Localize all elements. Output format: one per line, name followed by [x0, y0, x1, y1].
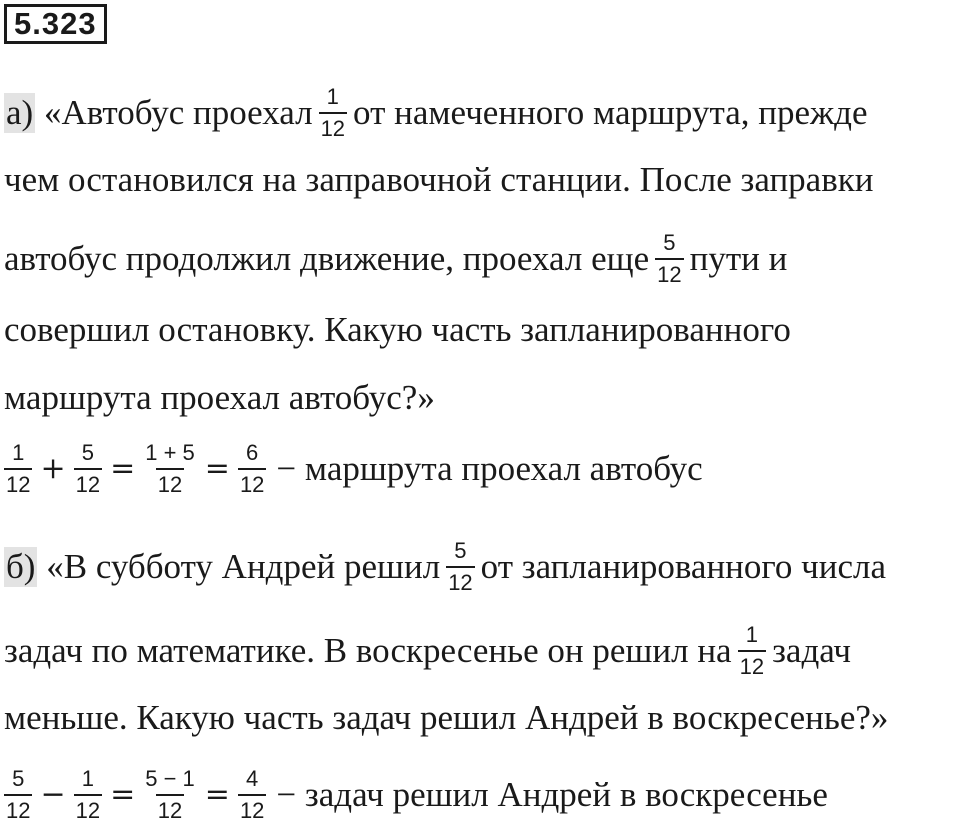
fraction-numerator: 5	[81, 440, 94, 465]
part-a-text-1b: от намеченного маршрута, прежде	[353, 93, 868, 132]
fraction-numerator: 1	[326, 84, 339, 109]
fraction-numerator: 5	[663, 230, 676, 255]
fraction	[738, 622, 766, 680]
fraction-denominator: 12	[74, 468, 102, 498]
fraction-numerator: 1 + 5	[145, 440, 195, 465]
equals-sign: =	[110, 777, 136, 812]
fraction	[4, 440, 32, 498]
fraction	[655, 230, 683, 288]
problem-number: 5.323	[4, 4, 107, 44]
equals-sign: =	[204, 451, 230, 486]
fraction-denominator: 12	[74, 794, 102, 824]
fraction	[319, 84, 347, 142]
fraction-denominator: 12	[238, 794, 266, 824]
fraction	[143, 440, 197, 498]
part-b-label: б)	[6, 547, 36, 586]
part-b-line-2	[4, 622, 851, 680]
part-a-line-5	[4, 378, 435, 418]
part-a-answer-text: − маршрута проехал автобус	[276, 449, 703, 488]
fraction-denominator: 12	[4, 794, 32, 824]
part-a-text-1a: «Автобус проехал	[35, 93, 313, 132]
part-a-text-5: маршрута проехал автобус?»	[4, 378, 435, 417]
fraction-numerator: 1	[81, 766, 94, 791]
part-a-line-4	[4, 310, 791, 350]
fraction-numerator: 5	[454, 538, 467, 563]
part-b-line-1	[4, 538, 886, 596]
fraction-denominator: 12	[738, 650, 766, 680]
fraction-denominator: 12	[319, 112, 347, 142]
fraction-denominator: 12	[156, 468, 184, 498]
part-a-line-1	[4, 84, 868, 142]
fraction	[238, 766, 266, 824]
minus-sign: −	[40, 777, 66, 812]
fraction	[4, 766, 32, 824]
fraction	[74, 440, 102, 498]
part-a-solution	[4, 440, 703, 498]
fraction	[143, 766, 197, 824]
part-b-text-3: меньше. Какую часть задач решил Андрей в воскресенье?»	[4, 698, 889, 737]
part-a-text-3b: пути и	[689, 239, 788, 278]
equals-sign: =	[204, 777, 230, 812]
part-b-text-2b: задач	[772, 631, 851, 670]
fraction-numerator: 6	[246, 440, 259, 465]
part-a-line-2	[4, 160, 873, 200]
fraction-numerator: 1	[12, 440, 25, 465]
part-a-text-2: чем остановился на заправочной станции. После заправки	[4, 160, 874, 199]
part-a-label: а)	[6, 93, 34, 132]
fraction-denominator: 12	[655, 258, 683, 288]
fraction-denominator: 12	[238, 468, 266, 498]
fraction	[74, 766, 102, 824]
fraction-numerator: 5 − 1	[145, 766, 195, 791]
part-b-text-2a: задач по математике. В воскресенье он решил на	[4, 631, 732, 670]
plus-sign: +	[40, 451, 66, 486]
fraction-denominator: 12	[4, 468, 32, 498]
part-b-solution	[4, 766, 828, 824]
part-b-text-1b: от запланированного числа	[480, 547, 887, 586]
equals-sign: =	[110, 451, 136, 486]
fraction	[238, 440, 266, 498]
part-a-line-3	[4, 230, 787, 288]
fraction-numerator: 5	[12, 766, 25, 791]
fraction-numerator: 4	[246, 766, 259, 791]
part-b-text-1a: «В субботу Андрей решил	[37, 547, 441, 586]
part-a-text-3a: автобус продолжил движение, проехал еще	[4, 239, 650, 278]
fraction-numerator: 1	[745, 622, 758, 647]
part-b-line-3	[4, 698, 888, 738]
fraction-denominator: 12	[446, 566, 474, 596]
fraction	[446, 538, 474, 596]
part-a-text-4: совершил остановку. Какую часть запланированного	[4, 310, 791, 349]
fraction-denominator: 12	[156, 794, 184, 824]
part-b-answer-text: − задач решил Андрей в воскресенье	[276, 775, 828, 814]
